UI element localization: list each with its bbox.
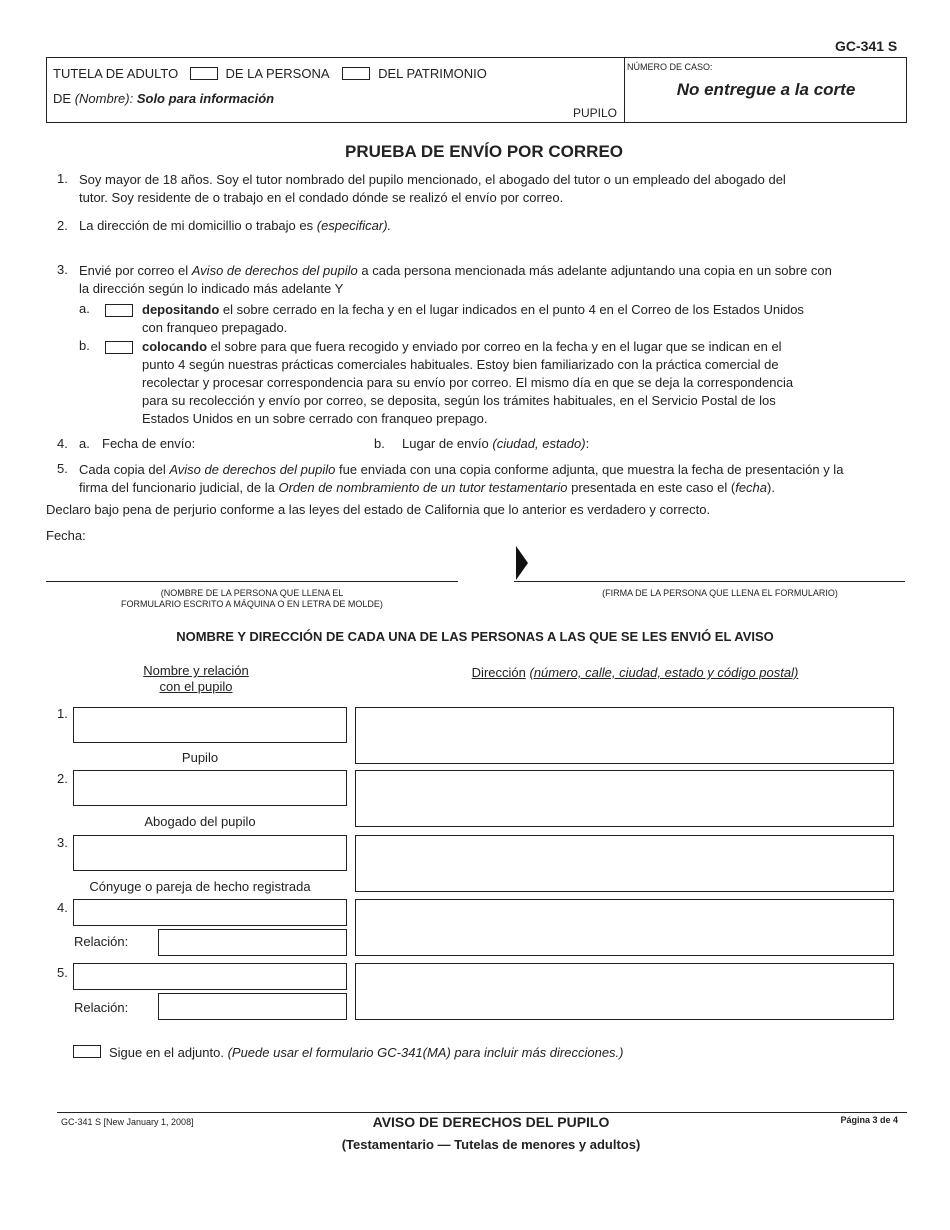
- header-checkbox-row: [53, 66, 487, 81]
- signature-caption: (FIRMA DE LA PERSONA QUE LLENA EL FORMULARIO): [602, 588, 838, 598]
- row-5-name-field[interactable]: [73, 963, 347, 990]
- row-3-address-field[interactable]: [355, 835, 894, 892]
- item-3-text-b: a cada persona mencionada más adelante adjuntando una copia en un sobre con: [361, 263, 832, 278]
- row-4-name-field[interactable]: [73, 899, 347, 926]
- fecha-label: Fecha:: [46, 528, 86, 543]
- item-5-notice-title: Aviso de derechos del pupilo: [169, 462, 336, 477]
- item-1-line-1: Soy mayor de 18 años. Soy el tutor nombrado del pupilo mencionado, el abogado del tutor o un empleado del abogado del: [79, 172, 786, 187]
- item-3-notice-title: Aviso de derechos del pupilo: [191, 263, 358, 278]
- row-1-address-field[interactable]: [355, 707, 894, 764]
- row-4-address-field[interactable]: [355, 899, 894, 956]
- item-3a-line-2: con franqueo prepagado.: [142, 320, 288, 335]
- item-5-b: fue enviada con una copia conforme adjunta, que muestra la fecha de presentación y la: [338, 462, 844, 477]
- header-divider: [624, 57, 625, 123]
- row-2-name-field[interactable]: [73, 770, 347, 806]
- row-5-relation-label: Relación:: [74, 1000, 129, 1015]
- item-3-line-2: la dirección según lo indicado más adelante Y: [79, 281, 344, 296]
- footer-form-id: GC-341 S [New January 1, 2008]: [61, 1117, 194, 1127]
- item-5-a: Cada copia del: [79, 462, 166, 477]
- col-addr-ital: (número, calle, ciudad, estado y código postal): [529, 665, 799, 680]
- row-3-number: 3.: [57, 835, 68, 850]
- row-4-relation-field[interactable]: [158, 929, 347, 956]
- case-number-value: No entregue a la corte: [676, 80, 856, 99]
- footer-rule: [57, 1112, 907, 1113]
- attachment-text: [109, 1045, 624, 1060]
- nombre-label: (Nombre):: [74, 91, 134, 106]
- name-caption: [46, 588, 458, 610]
- item-4b-colon: :: [585, 436, 590, 451]
- item-5-order-title: Orden de nombramiento de un tutor testamentario: [278, 480, 568, 495]
- row-3-caption: Cónyuge o pareja de hecho registrada: [89, 879, 311, 894]
- attachment-label: Sigue en el adjunto.: [109, 1045, 224, 1060]
- de-la-persona-checkbox[interactable]: [190, 67, 218, 80]
- row-4-number: 4.: [57, 900, 68, 915]
- item-4-number: 4.: [57, 436, 68, 451]
- item-1-number: 1.: [57, 171, 68, 186]
- item-3b-letter: b.: [79, 338, 90, 353]
- item-4b-label: [402, 436, 589, 451]
- item-3a-letter: a.: [79, 301, 90, 316]
- item-3a-checkbox[interactable]: [105, 304, 133, 317]
- item-3-text-a: Envié por correo el: [79, 263, 189, 278]
- declaration: Declaro bajo pena de perjurio conforme a las leyes del estado de California que lo anterior es verdadero y correcto.: [46, 502, 711, 517]
- item-5-d: presentada en este caso el (: [571, 480, 736, 495]
- item-3a-bold: depositando: [142, 302, 220, 317]
- tutela-adulto-label: TUTELA DE ADULTO: [53, 66, 179, 81]
- footer-subtitle: (Testamentario — Tutelas de menores y adultos): [341, 1137, 641, 1152]
- de-la-persona-label: DE LA PERSONA: [225, 66, 329, 81]
- name-caption-line-2: FORMULARIO ESCRITO A MÁQUINA O EN LETRA DE MOLDE): [121, 599, 383, 609]
- item-4b-text: Lugar de envío: [402, 436, 489, 451]
- page-title: PRUEBA DE ENVÍO POR CORREO: [344, 142, 624, 161]
- row-1-caption: Pupilo: [181, 750, 219, 765]
- row-5-address-field[interactable]: [355, 963, 894, 1020]
- item-1-line-2: tutor. Soy residente de o trabajo en el condado dónde se realizó el envío por correo.: [79, 190, 564, 205]
- item-3a-line-1: el sobre cerrado en la fecha y en el lugar indicados en el punto 4 en el Correo de los Estados Unidos: [222, 302, 804, 317]
- footer-title: AVISO DE DERECHOS DEL PUPILO: [372, 1114, 610, 1130]
- row-4-relation-label: Relación:: [74, 934, 129, 949]
- item-3b-bold: colocando: [142, 339, 208, 354]
- row-1-name-field[interactable]: [73, 707, 347, 743]
- page-number: Página 3 de 4: [840, 1115, 898, 1125]
- item-3b-line-4: para su recolección y envío por correo, se deposita, según los trámites habituales, en el Servicio Postal de los: [142, 393, 776, 408]
- row-2-number: 2.: [57, 771, 68, 786]
- item-2-number: 2.: [57, 218, 68, 233]
- pupil-name-value: Solo para información: [136, 91, 275, 106]
- signature-line[interactable]: [514, 581, 905, 582]
- row-5-number: 5.: [57, 965, 68, 980]
- item-1-text: [79, 171, 909, 207]
- attachment-hint: (Puede usar el formulario GC-341(MA) para incluir más direcciones.): [227, 1045, 624, 1060]
- item-5-c: firma del funcionario judicial, de la: [79, 480, 275, 495]
- item-3b-line-2: punto 4 según nuestras prácticas comerciales habituales. Estoy bien familiarizado con la práctica comercial de: [142, 357, 779, 372]
- col-name-line-2: con el pupilo: [159, 679, 233, 694]
- del-patrimonio-checkbox[interactable]: [342, 67, 370, 80]
- case-number-label: NÚMERO DE CASO:: [627, 62, 713, 72]
- col-addr-header: [355, 665, 915, 680]
- item-3b-checkbox[interactable]: [105, 341, 133, 354]
- item-3a-text: [142, 301, 902, 337]
- item-4b-ital: (ciudad, estado): [492, 436, 586, 451]
- del-patrimonio-label: DEL PATRIMONIO: [378, 66, 487, 81]
- form-code: GC-341 S: [835, 38, 898, 54]
- name-caption-line-1: (NOMBRE DE LA PERSONA QUE LLENA EL: [160, 588, 344, 598]
- item-3-number: 3.: [57, 262, 68, 277]
- item-2-label: La dirección de mi domicillio o trabajo es: [79, 218, 314, 233]
- row-2-address-field[interactable]: [355, 770, 894, 827]
- item-4a-letter: a.: [79, 436, 90, 451]
- item-4a-label: Fecha de envío:: [102, 436, 196, 451]
- item-3-text: [79, 262, 909, 298]
- item-3b-line-3: recolectar y procesar correspondencia para su envío por correo. El mismo día en que se deja la correspondencia: [142, 375, 794, 390]
- recipients-title: NOMBRE Y DIRECCIÓN DE CADA UNA DE LAS PERSONAS A LAS QUE SE LES ENVIÓ EL AVISO: [176, 629, 774, 644]
- col-name-header: [110, 663, 282, 695]
- item-5-text: [79, 461, 909, 497]
- de-label: DE: [53, 91, 72, 106]
- col-name-line-1: Nombre y relación: [143, 663, 249, 678]
- item-5-number: 5.: [57, 461, 68, 476]
- pupil-name-row: [53, 91, 274, 106]
- row-2-caption: Abogado del pupilo: [144, 814, 256, 829]
- item-4b-letter: b.: [374, 436, 385, 451]
- item-3b-line-5: Estados Unidos en un sobre cerrado con franqueo prepago.: [142, 411, 488, 426]
- item-2-specify: (especificar).: [316, 218, 392, 233]
- row-1-number: 1.: [57, 706, 68, 721]
- item-5-e: ).: [767, 480, 775, 495]
- signature-arrow-icon: [514, 546, 530, 580]
- col-addr-label: Dirección: [471, 665, 526, 680]
- item-3b-text: [142, 338, 902, 428]
- row-5-relation-field[interactable]: [158, 993, 347, 1020]
- item-3b-line-1: el sobre para que fuera recogido y enviado por correo en la fecha y en el lugar que se indican en el: [210, 339, 782, 354]
- attachment-checkbox[interactable]: [73, 1045, 101, 1058]
- item-5-fecha: fecha: [735, 480, 768, 495]
- name-line[interactable]: [46, 581, 458, 582]
- pupilo-label: PUPILO: [573, 106, 618, 120]
- row-3-name-field[interactable]: [73, 835, 347, 871]
- item-2-text: [79, 218, 391, 233]
